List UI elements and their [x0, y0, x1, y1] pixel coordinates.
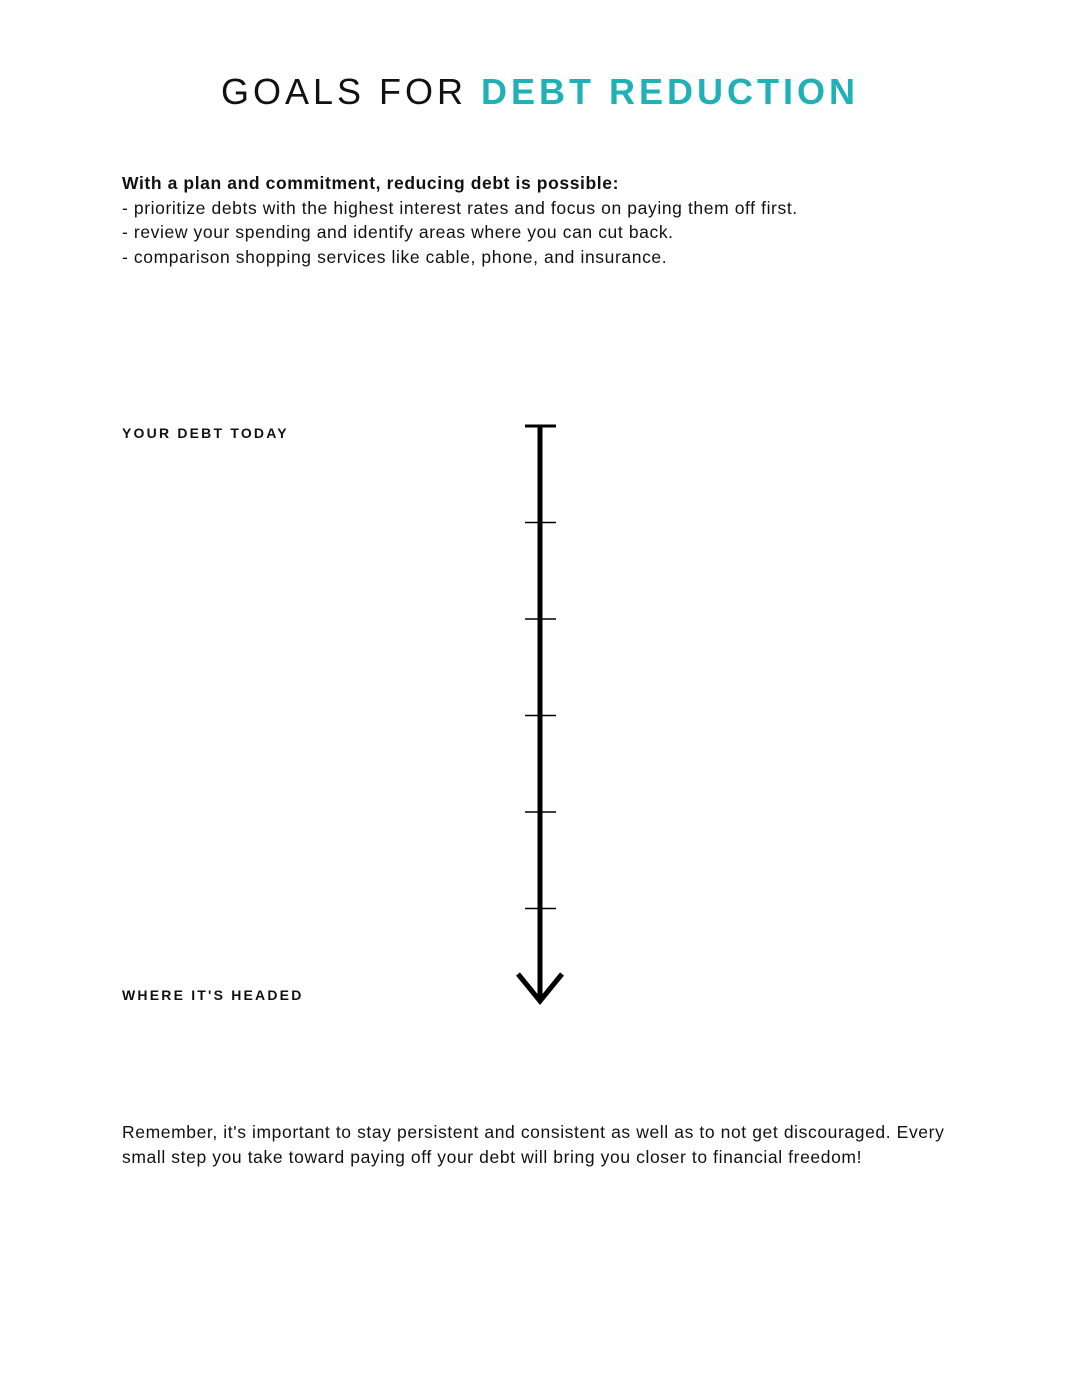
debt-headed-label: WHERE IT'S HEADED [122, 987, 304, 1003]
debt-today-label: YOUR DEBT TODAY [122, 425, 289, 441]
tip-item: - comparison shopping services like cable, phone, and insurance. [122, 246, 668, 267]
page-title [0, 70, 1080, 114]
intro-block [122, 171, 982, 269]
tip-item: - review your spending and identify areas where you can cut back. [122, 222, 674, 242]
tip-item: - prioritize debts with the highest interest rates and focus on paying them off first. [122, 197, 798, 218]
intro-lead: With a plan and commitment, reducing debt is possible: [122, 173, 620, 193]
title-accent-part: DEBT REDUCTION [481, 71, 860, 112]
debt-scale [500, 415, 580, 1015]
title-light-part: GOALS FOR [220, 71, 468, 112]
closing-paragraph: Remember, it's important to stay persistent and consistent as well as to not get discouraged. Every small step you take toward paying off your debt will bring you closer to financial freedom! [122, 1122, 945, 1167]
